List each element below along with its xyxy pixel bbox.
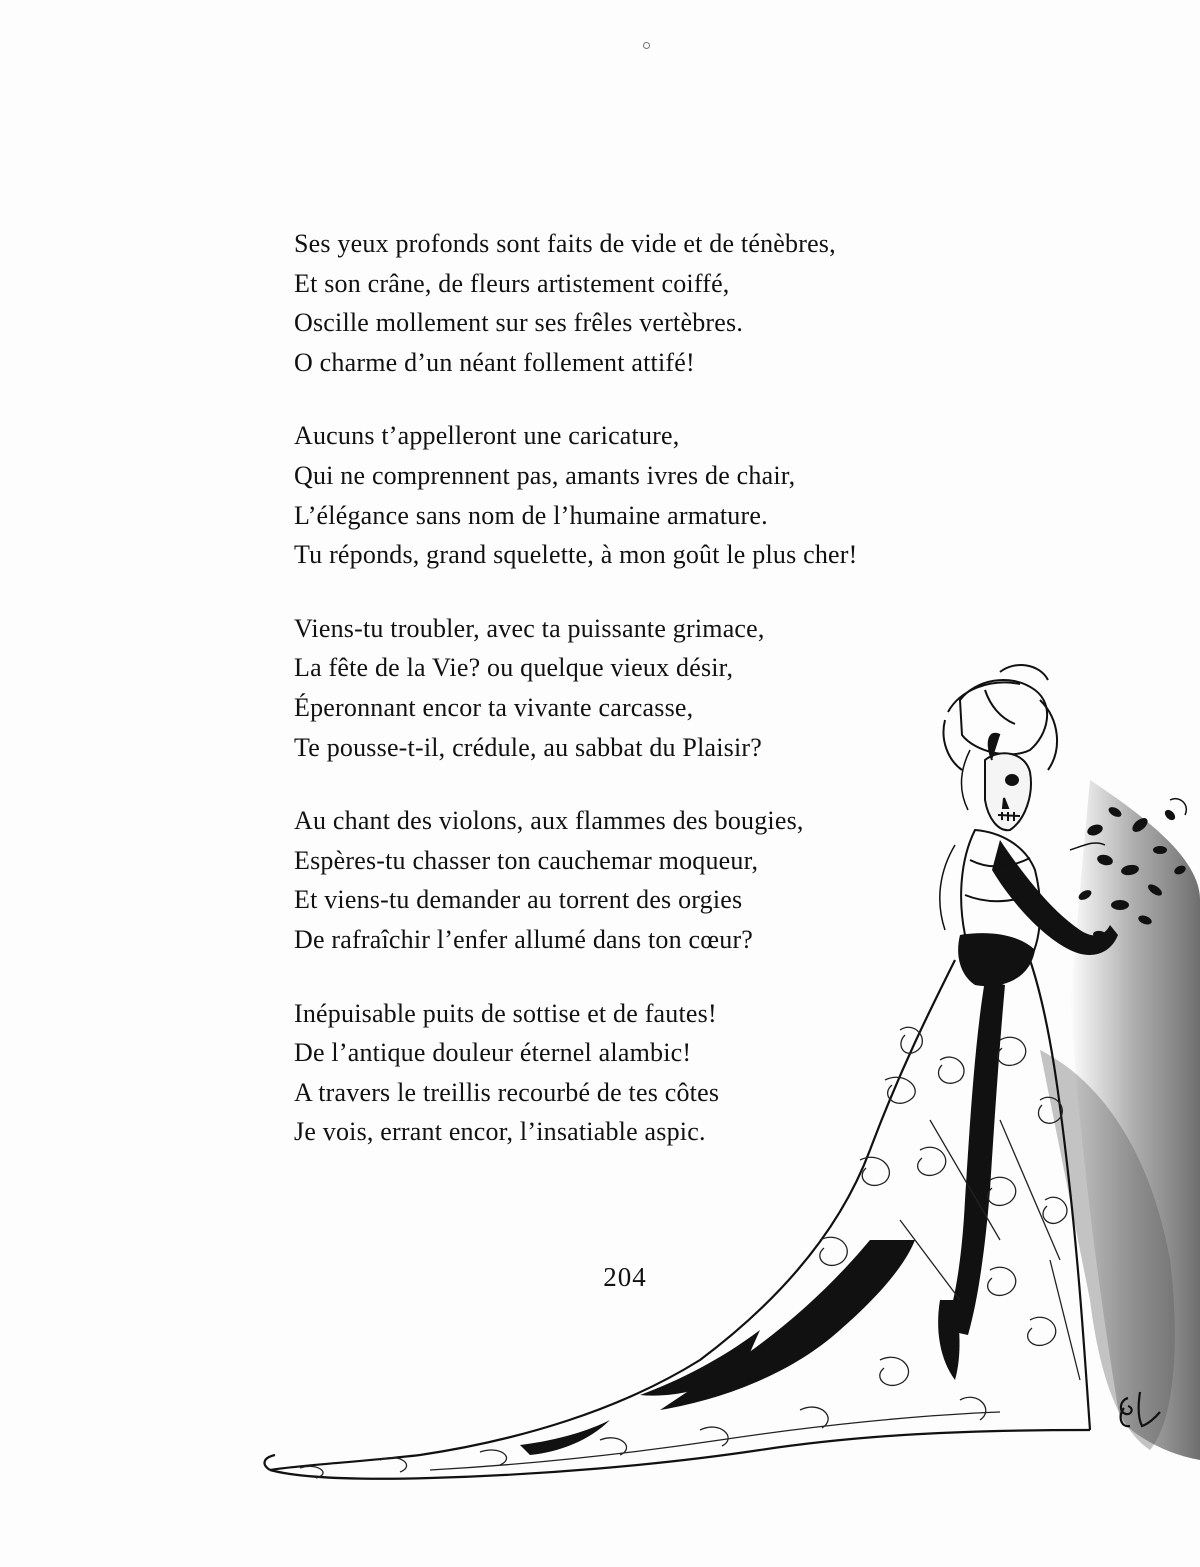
verse-line: Et viens-tu demander au torrent des orgies [294,885,743,915]
verse-line: De l’antique douleur éternel alambic! [294,1038,692,1068]
verse-line: O charme d’un néant follement attifé! [294,347,695,377]
verse-line: Te pousse-t-il, crédule, au sabbat du Plaisir? [294,732,763,762]
verse-line: A travers le treillis recourbé de tes côtes [294,1077,720,1107]
stanza-5 [294,994,994,1152]
artist-signature [1121,1392,1160,1426]
stanza-2 [294,416,994,574]
page-number: 204 [603,1262,647,1292]
verse-line: Au chant des violons, aux flammes des bougies, [294,806,804,836]
bouquet [1070,799,1187,940]
verse-line: Viens-tu troubler, avec ta puissante grimace, [294,613,765,643]
verse-line: Éperonnant encor ta vivante carcasse, [294,692,694,722]
verse-line: Je vois, errant encor, l’insatiable aspic. [294,1117,706,1147]
verse-line: Oscille mollement sur ses frêles vertèbres. [294,308,744,338]
verse-line: La fête de la Vie? ou quelque vieux désir, [294,653,734,683]
verse-line: Et son crâne, de fleurs artistement coiffé, [294,268,730,298]
verse-line: Aucuns t’appelleront une caricature, [294,421,680,451]
verse-line: Tu réponds, grand squelette, à mon goût le plus cher! [294,540,858,570]
poem-text [294,224,994,1186]
stanza-4 [294,801,994,959]
paper-speck [643,42,650,49]
verse-line: Inépuisable puits de sottise et de fautes! [294,998,717,1028]
verse-line: De rafraîchir l’enfer allumé dans ton cœur? [294,924,754,954]
verse-line: Ses yeux profonds sont faits de vide et de ténèbres, [294,229,836,258]
stanza-3 [294,609,994,767]
verse-line: Qui ne comprennent pas, amants ivres de chair, [294,460,796,490]
shadow-wash [1070,780,1200,1460]
verse-line: Espères-tu chasser ton cauchemar moqueur, [294,845,759,875]
shadow-wash-lower [1040,1050,1175,1450]
gloved-arm [992,840,1118,955]
stanza-1 [294,224,994,382]
verse-line: L’élégance sans nom de l’humaine armature. [294,500,768,530]
